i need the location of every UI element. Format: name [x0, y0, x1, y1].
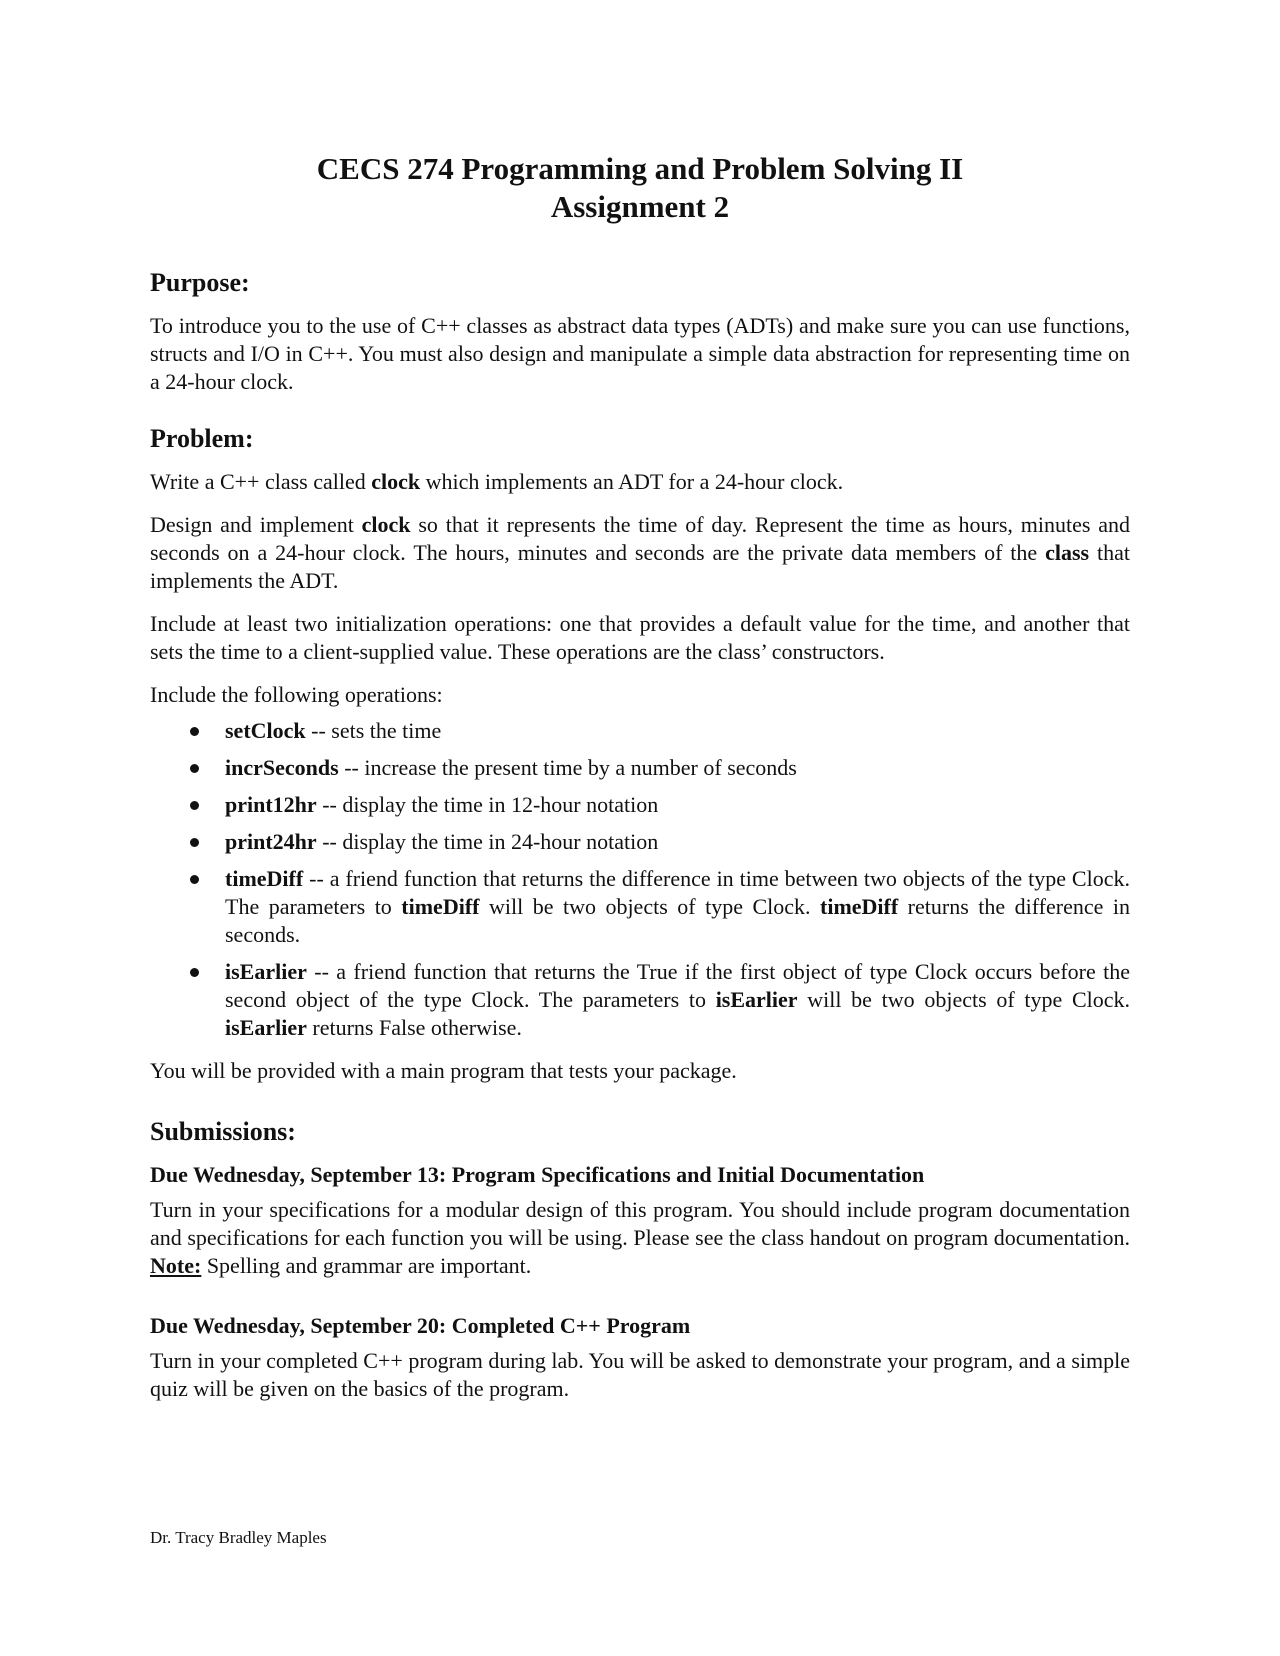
note-label: Note: — [150, 1253, 202, 1278]
submissions-heading: Submissions: — [150, 1117, 296, 1146]
list-item: incrSeconds -- increase the present time by a number of seconds — [150, 754, 1130, 782]
due-2-text: Turn in your completed C++ program during lab. You will be asked to demonstrate your program, and a simple quiz will be given on the basics of the program. — [150, 1348, 1130, 1401]
list-item: print12hr -- display the time in 12-hour notation — [150, 791, 1130, 819]
problem-paragraph-2: Design and implement clock so that it represents the time of day. Represent the time as hours, minutes and seconds on a 24-hour clock. The hours, minutes and seconds are the private data members of the class that implements the ADT. — [150, 512, 1130, 593]
problem-paragraph-3: Include at least two initialization operations: one that provides a default value for the time, and another that sets the time to a client-supplied value. These operations are the class’ constructors. — [150, 611, 1130, 664]
bullet-icon — [190, 801, 199, 810]
due-1-text: Turn in your specifications for a modular design of this program. You should include program documentation and specifications for each function you will be using. Please see the class handout on program documentation. Note: Spelling and grammar are important. — [150, 1197, 1130, 1278]
bullet-icon — [190, 727, 199, 736]
bullet-icon — [190, 764, 199, 773]
bullet-icon — [190, 968, 199, 977]
problem-paragraph-1: Write a C++ class called clock which implements an ADT for a 24-hour clock. — [150, 469, 844, 494]
list-item: timeDiff -- a friend function that returns the difference in time between two objects of the type Clock. The parameters to timeDiff will be two objects of type Clock. timeDiff returns the difference in seconds. — [150, 865, 1130, 949]
list-item: print24hr -- display the time in 24-hour notation — [150, 828, 1130, 856]
title-line-2: Assignment 2 — [550, 189, 730, 224]
bullet-icon — [190, 875, 199, 884]
document-page — [150, 150, 1130, 1403]
operations-list — [150, 717, 1130, 1042]
problem-heading: Problem: — [150, 424, 254, 453]
purpose-text: To introduce you to the use of C++ classes as abstract data types (ADTs) and make sure you can use functions, structs and I/O in C++. You must also design and manipulate a simple data abstraction for representing time on a 24-hour clock. — [150, 313, 1130, 394]
document-title — [150, 150, 1130, 226]
due-1-heading: Due Wednesday, September 13: Program Specifications and Initial Documentation — [150, 1162, 925, 1187]
operations-intro: Include the following operations: — [150, 682, 443, 707]
list-item: isEarlier -- a friend function that returns the True if the first object of type Clock occurs before the second object of the type Clock. The parameters to isEarlier will be two objects of type Clock. isEarlier returns False otherwise. — [150, 958, 1130, 1042]
list-item: setClock -- sets the time — [150, 717, 1130, 745]
bullet-icon — [190, 838, 199, 847]
title-line-1: CECS 274 Programming and Problem Solving II — [316, 151, 964, 186]
problem-paragraph-5: You will be provided with a main program that tests your package. — [150, 1058, 737, 1083]
purpose-heading: Purpose: — [150, 268, 250, 297]
footer-author: Dr. Tracy Bradley Maples — [150, 1528, 327, 1547]
due-2-heading: Due Wednesday, September 20: Completed C++ Program — [150, 1313, 691, 1338]
